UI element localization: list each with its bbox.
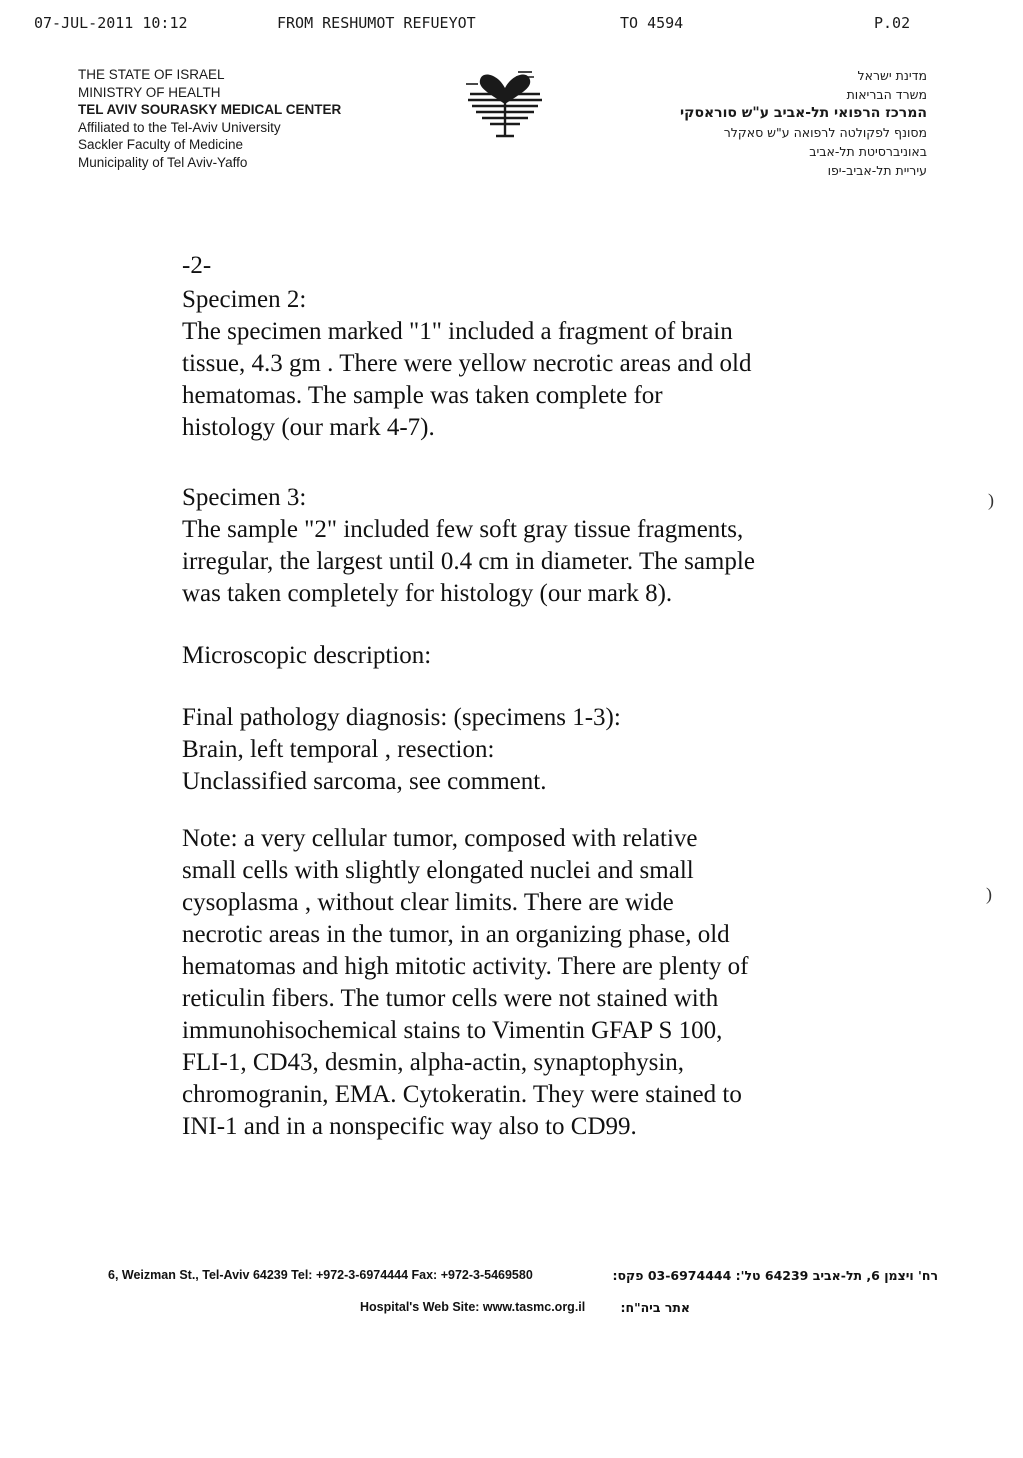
specimen-3-text-line: The sample "2" included few soft gray tissue fragments, (182, 516, 744, 543)
page-number: -2- (182, 252, 212, 279)
letterhead-he-line: עיריית תל-אביב-יפו (827, 163, 927, 178)
footer-address-hebrew: רח' ויצמן 6, תל-אביב 64239 טל': 03-6974444 פקס: (612, 1268, 938, 1283)
specimen-2-heading: Specimen 2: (182, 286, 307, 313)
footer-website (360, 1300, 690, 1322)
letterhead-he-line: מדינת ישראל (857, 68, 927, 83)
fax-datetime: 07-JUL-2011 10:12 (34, 14, 188, 32)
diagnosis-line: Final pathology diagnosis: (specimens 1-3): (182, 704, 621, 731)
note-line: cysoplasma , without clear limits. There are wide (182, 889, 674, 916)
specimen-3-text-line: was taken completely for histology (our mark 8). (182, 580, 673, 607)
letterhead-en-line: Municipality of Tel Aviv-Yaffo (78, 154, 248, 170)
letterhead-en-line: THE STATE OF ISRAEL (78, 67, 225, 82)
specimen-3-text-line: irregular, the largest until 0.4 cm in diameter. The sample (182, 548, 755, 575)
note-line: INI-1 and in a nonspecific way also to CD99. (182, 1113, 637, 1140)
note-line: necrotic areas in the tumor, in an organizing phase, old (182, 921, 730, 948)
letterhead-hebrew (587, 66, 927, 180)
letterhead-en-line: TEL AVIV SOURASKY MEDICAL CENTER (78, 102, 342, 117)
letterhead-en-line: MINISTRY OF HEALTH (78, 84, 221, 100)
note-line: reticulin fibers. The tumor cells were not stained with (182, 985, 719, 1012)
note-line: small cells with slightly elongated nuclei and small (182, 857, 694, 884)
note-line: hematomas and high mitotic activity. There are plenty of (182, 953, 749, 980)
report-body (182, 250, 862, 1143)
note-line: FLI-1, CD43, desmin, alpha-actin, synaptophysin, (182, 1049, 685, 1076)
note-line: immunohisochemical stains to Vimentin GFAP S 100, (182, 1017, 723, 1044)
footer-address (108, 1268, 938, 1290)
footer-address-english: 6, Weizman St., Tel-Aviv 64239 Tel: +972-3-6974444 Fax: +972-3-5469580 (108, 1268, 533, 1282)
letterhead-en-line: Sackler Faculty of Medicine (78, 137, 244, 152)
specimen-2-text-line: The specimen marked "1" included a fragment of brain (182, 318, 733, 345)
diagnosis-line: Unclassified sarcoma, see comment. (182, 768, 547, 795)
fax-sender: FROM RESHUMOT REFUEYOT (277, 14, 476, 32)
diagnosis-line: Brain, left temporal , resection: (182, 736, 495, 763)
letterhead-english (78, 66, 418, 171)
letterhead-he-line: באוניברסיטת תל-אביב (809, 144, 927, 159)
letterhead-he-line: המרכז הרפואי תל-אביב ע"ש סוראסקי (680, 105, 927, 121)
note-line: Note: a very cellular tumor, composed with relative (182, 825, 698, 852)
specimen-2-text-line: histology (our mark 4-7). (182, 414, 435, 441)
fax-transmission-header (0, 14, 1023, 38)
specimen-3-heading: Specimen 3: (182, 484, 307, 511)
footer-website-hebrew: אתר ביה"ח: (620, 1300, 690, 1315)
microscopic-description-heading: Microscopic description: (182, 642, 432, 669)
letterhead-he-line: מסונף לפקולטה לרפואה ע"ש סאקלר (723, 125, 927, 140)
letterhead-he-line: משרד הבריאות (846, 87, 927, 102)
fax-page-number: P.02 (874, 14, 911, 32)
note-line: chromogranin, EMA. Cytokeratin. They were stained to (182, 1081, 742, 1108)
margin-mark: ) (986, 884, 992, 904)
fax-recipient: TO 4594 (620, 14, 684, 32)
letterhead-en-line: Affiliated to the Tel-Aviv University (78, 119, 281, 135)
specimen-2-text-line: hematomas. The sample was taken complete for (182, 382, 663, 409)
specimen-2-text-line: tissue, 4.3 gm . There were yellow necrotic areas and old (182, 350, 752, 377)
heart-menorah-logo-icon (460, 58, 550, 140)
footer-website-english: Hospital's Web Site: www.tasmc.org.il (360, 1300, 586, 1314)
margin-mark: ) (988, 490, 994, 510)
